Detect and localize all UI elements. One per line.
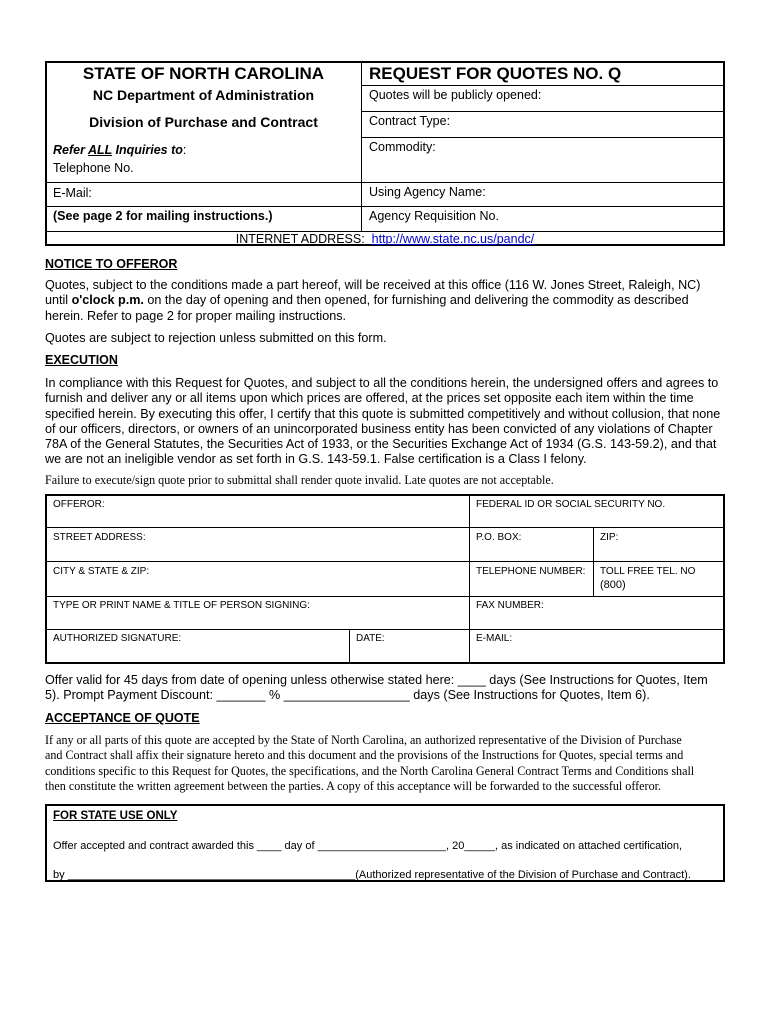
award-line: Offer accepted and contract awarded this ____ day of _____________________, 20_____, as indicated on attached certification, xyxy=(53,840,683,852)
type-name-label: TYPE OR PRINT NAME & TITLE OF PERSON SIGNING: xyxy=(53,600,310,611)
rfq-title: REQUEST FOR QUOTES NO. Q xyxy=(369,64,622,83)
street-address-label: STREET ADDRESS: xyxy=(53,532,146,543)
telephone-number-label: TELEPHONE NUMBER: xyxy=(476,566,586,577)
publicly-opened-label: Quotes will be publicly opened: xyxy=(369,88,542,102)
offer-valid-paragraph: Offer valid for 45 days from date of opening unless otherwise stated here: ____ days (See Instructions for Quotes, Item 5). Prompt Payment Discount: _______ % __________________ days (See Instructions for Quotes, Item 6). xyxy=(45,673,708,703)
acceptance-heading: ACCEPTANCE OF QUOTE xyxy=(45,711,200,725)
execution-paragraph: In compliance with this Request for Quotes, and subject to all the conditions herein, the undersigned offers and agrees to furnish and deliver any or all items upon which prices are offered, at the prices set opposite each item within the time specified herein. By executing this offer, I certify that this quote is submitted competitively and without collusion, that none of our officers, directors, or owners of an unincorporated business entity has been convicted of any violations of Chapter 78A of the General Statutes, the Securities Act of 1933, or the Securities Exchange Act of 1934 (G.S. 143-59.2), and that we are not an ineligible vendor as set forth in G.S. 143-59.1. False certification is a Class I felony. xyxy=(45,376,721,467)
failure-notice: Failure to execute/sign quote prior to submittal shall render quote invalid. Late quotes are not acceptable. xyxy=(45,473,554,487)
refer-inquiries: Refer ALL Inquiries to: xyxy=(53,143,187,157)
authorized-rep-line: by _______________________________________________(Authorized representative of the Division of Purchase and Contract). xyxy=(53,869,691,881)
telephone-label: Telephone No. xyxy=(53,161,134,175)
department-name: NC Department of Administration xyxy=(92,87,315,103)
notice-heading: NOTICE TO OFFEROR xyxy=(45,257,178,271)
offeror-label: OFFEROR: xyxy=(53,499,105,510)
contract-type-label: Contract Type: xyxy=(369,114,451,128)
execution-heading: EXECUTION xyxy=(45,353,118,367)
email-label: E-Mail: xyxy=(53,186,92,200)
internet-url-link[interactable]: http://www.state.nc.us/pandc/ xyxy=(371,232,535,246)
mailing-instructions: (See page 2 for mailing instructions.) xyxy=(53,209,273,223)
zip-label: ZIP: xyxy=(600,532,619,543)
division-name: Division of Purchase and Contract xyxy=(89,114,318,130)
email-field-label: E-MAIL: xyxy=(476,633,513,644)
state-name: STATE OF NORTH CAROLINA xyxy=(82,64,325,83)
toll-free-label: TOLL FREE TEL. NO xyxy=(600,566,696,577)
commodity-label: Commodity: xyxy=(369,140,436,154)
fax-number-label: FAX NUMBER: xyxy=(476,600,544,611)
agency-name-label: Using Agency Name: xyxy=(369,185,486,199)
signature-label: AUTHORIZED SIGNATURE: xyxy=(53,633,182,644)
rejection-notice: Quotes are subject to rejection unless submitted on this form. xyxy=(45,331,387,345)
internet-address: INTERNET ADDRESS: http://www.state.nc.us/pandc/ xyxy=(235,232,535,246)
notice-paragraph: Quotes, subject to the conditions made a part hereof, will be received at this office (116 W. Jones Street, Raleigh, NC) until o'clock p.m. on the day of opening and then opened, for furnishing and delivering the commodity as described herein. Refer to page 2 for proper mailing instructions. xyxy=(45,278,701,323)
toll-free-code: (800) xyxy=(600,579,626,591)
city-state-zip-label: CITY & STATE & ZIP: xyxy=(53,566,150,577)
po-box-label: P.O. BOX: xyxy=(476,532,522,543)
date-label: DATE: xyxy=(356,633,385,644)
federal-id-label: FEDERAL ID OR SOCIAL SECURITY NO. xyxy=(476,499,666,510)
state-use-heading: FOR STATE USE ONLY xyxy=(53,810,178,822)
agency-requisition-label: Agency Requisition No. xyxy=(369,209,499,223)
acceptance-paragraph: If any or all parts of this quote are accepted by the State of North Carolina, an authorized representative of the Division of Purchase and Contract shall affix their signature hereto and this document and the provisions of the Instructions for Quotes, special terms and conditions specific to this Request for Quotes, the specifications, and the North Carolina General Contract Terms and Conditions shall then constitute the written agreement between the parties. A copy of this acceptance will be forwarded to the successful offeror. xyxy=(45,733,695,793)
